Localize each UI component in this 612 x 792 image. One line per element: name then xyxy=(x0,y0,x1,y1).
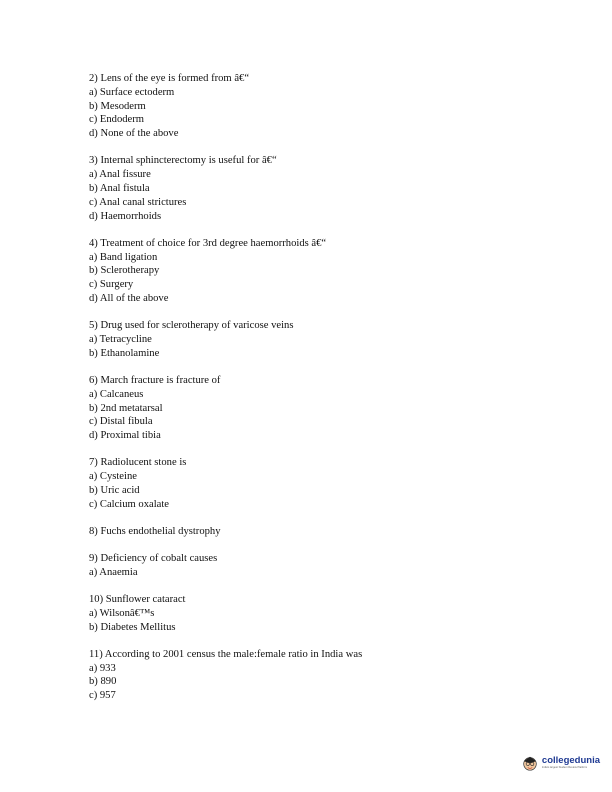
option: b) Anal fistula xyxy=(89,182,150,194)
question-9 xyxy=(89,552,569,580)
question-text: 9) Deficiency of cobalt causes xyxy=(89,553,218,565)
question-7 xyxy=(89,456,569,511)
option: a) Band ligation xyxy=(89,251,158,263)
question-text: 5) Drug used for sclerotherapy of varicose veins xyxy=(89,320,294,332)
option: d) Proximal tibia xyxy=(89,430,161,442)
option: d) Haemorrhoids xyxy=(89,210,162,222)
option: b) Uric acid xyxy=(89,484,140,496)
question-5 xyxy=(89,319,569,360)
logo-tagline: India's largest Student Review Platform xyxy=(541,766,588,769)
question-text: 7) Radiolucent stone is xyxy=(89,457,187,469)
collegedunia-logo xyxy=(521,754,600,772)
option: a) Surface ectoderm xyxy=(89,86,175,98)
question-6 xyxy=(89,374,569,443)
option: c) Endoderm xyxy=(89,114,145,126)
option: d) All of the above xyxy=(89,292,169,304)
question-text: 11) According to 2001 census the male:female ratio in India was xyxy=(89,648,363,660)
question-list xyxy=(89,72,569,716)
collegedunia-mascot-icon xyxy=(521,754,539,772)
logo-name: collegedunia xyxy=(541,755,600,766)
question-text: 4) Treatment of choice for 3rd degree haemorrhoids â€“ xyxy=(89,237,327,249)
option: b) Sclerotherapy xyxy=(89,265,160,277)
option: a) 933 xyxy=(89,662,116,674)
question-text: 8) Fuchs endothelial dystrophy xyxy=(89,525,221,537)
option: a) Tetracycline xyxy=(89,333,152,345)
option: c) Anal canal strictures xyxy=(89,196,187,208)
question-text: 10) Sunflower cataract xyxy=(89,594,186,606)
option: b) 2nd metatarsal xyxy=(89,402,163,414)
option: b) Mesoderm xyxy=(89,100,146,112)
option: c) Distal fibula xyxy=(89,416,153,428)
option: b) Diabetes Mellitus xyxy=(89,621,176,633)
question-10 xyxy=(89,593,569,634)
question-text: 3) Internal sphincterectomy is useful for â€“ xyxy=(89,155,277,167)
option: c) 957 xyxy=(89,690,116,702)
option: c) Surgery xyxy=(89,279,134,291)
option: a) Wilsonâ€™s xyxy=(89,607,155,619)
question-3 xyxy=(89,154,569,223)
question-11 xyxy=(89,648,569,703)
question-4 xyxy=(89,237,569,306)
option: a) Calcaneus xyxy=(89,388,144,400)
question-text: 6) March fracture is fracture of xyxy=(89,374,221,386)
question-8 xyxy=(89,525,569,539)
question-2 xyxy=(89,72,569,141)
option: b) 890 xyxy=(89,676,117,688)
option: d) None of the above xyxy=(89,128,179,140)
option: c) Calcium oxalate xyxy=(89,498,170,510)
option: a) Anaemia xyxy=(89,566,138,578)
option: a) Anal fissure xyxy=(89,169,151,181)
option: b) Ethanolamine xyxy=(89,347,160,359)
option: a) Cysteine xyxy=(89,471,137,483)
question-text: 2) Lens of the eye is formed from â€“ xyxy=(89,73,250,84)
